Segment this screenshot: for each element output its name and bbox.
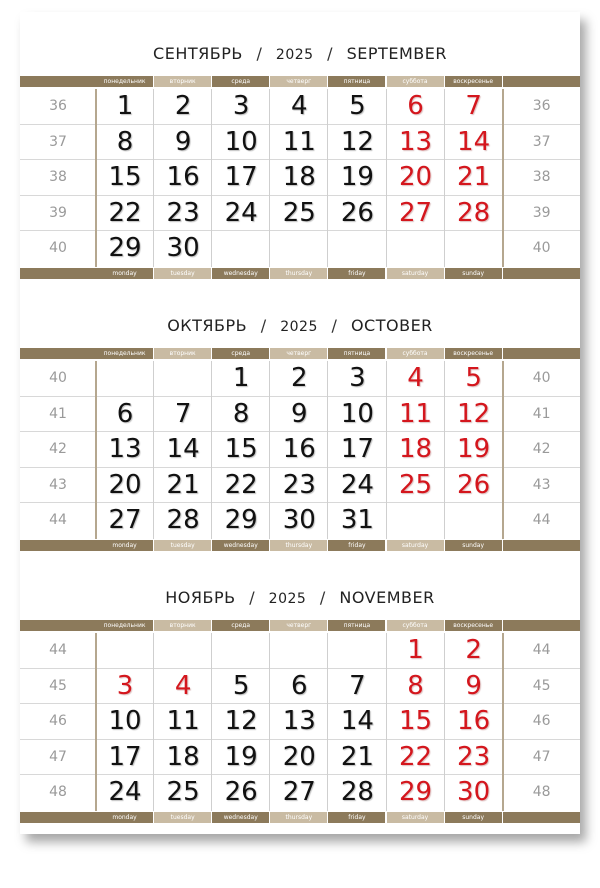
day-cell: 1 bbox=[407, 635, 424, 665]
day-cell: 12 bbox=[457, 398, 491, 429]
day-cell: 29 bbox=[224, 505, 258, 535]
week-number-left: 45 bbox=[49, 677, 67, 694]
day-cell: 18 bbox=[398, 434, 433, 464]
day-cell: 25 bbox=[398, 469, 433, 500]
day-cell: 7 bbox=[465, 91, 482, 121]
day-cell: 30 bbox=[282, 505, 316, 535]
days-grid bbox=[20, 89, 580, 267]
day-cell: 24 bbox=[108, 777, 142, 807]
day-cell: 15 bbox=[398, 706, 433, 736]
month-year: 2025 bbox=[268, 591, 307, 607]
column-divider bbox=[502, 633, 504, 811]
week-number-left: 40 bbox=[49, 240, 67, 256]
week-number-left: 44 bbox=[49, 642, 67, 658]
week-number-right: 48 bbox=[532, 784, 551, 800]
title-separator: / bbox=[249, 588, 256, 607]
month-name-ru: НОЯБРЬ bbox=[165, 588, 236, 607]
weekday-label: пятница bbox=[328, 348, 385, 359]
day-cell: 21 bbox=[340, 741, 374, 772]
weekday-label: thursday bbox=[270, 268, 327, 279]
week-number-right: 45 bbox=[532, 677, 551, 694]
day-cell: 2 bbox=[465, 635, 482, 665]
weekday-header-ru bbox=[20, 348, 580, 359]
week-number-right: 41 bbox=[532, 405, 551, 422]
day-cell: 19 bbox=[457, 434, 491, 464]
day-cell: 18 bbox=[166, 741, 200, 772]
bar-cap-right bbox=[503, 348, 580, 359]
days-grid bbox=[20, 633, 580, 811]
weekday-label: четверг bbox=[270, 76, 327, 87]
column-divider bbox=[95, 633, 97, 811]
month-title bbox=[20, 588, 580, 610]
day-cell: 26 bbox=[340, 197, 374, 228]
day-cell: 8 bbox=[232, 398, 250, 429]
week-row bbox=[20, 468, 580, 504]
weekday-label: вторник bbox=[154, 76, 211, 87]
empty-day-cell bbox=[387, 231, 445, 267]
weekday-label: среда bbox=[212, 348, 269, 359]
bar-cap-right bbox=[503, 76, 580, 87]
week-number-right: 47 bbox=[532, 748, 551, 765]
day-cell: 3 bbox=[232, 91, 250, 121]
week-number-left: 39 bbox=[49, 204, 67, 221]
weekday-label: friday bbox=[328, 268, 385, 279]
day-cell: 13 bbox=[398, 126, 433, 157]
column-divider bbox=[327, 633, 328, 811]
column-divider bbox=[153, 89, 154, 267]
title-separator: / bbox=[256, 44, 263, 63]
day-cell: 8 bbox=[407, 670, 424, 701]
weekday-label: thursday bbox=[270, 540, 327, 551]
month-block-september bbox=[20, 12, 580, 282]
month-name-en: NOVEMBER bbox=[339, 588, 435, 607]
day-cell: 29 bbox=[398, 777, 433, 807]
day-cell: 13 bbox=[108, 434, 142, 464]
day-cell: 20 bbox=[108, 469, 142, 500]
empty-day-cell bbox=[212, 633, 270, 669]
day-cell: 28 bbox=[340, 777, 374, 807]
week-number-right: 39 bbox=[532, 204, 551, 221]
week-number-right: 44 bbox=[532, 512, 551, 528]
day-cell: 3 bbox=[116, 670, 134, 701]
column-divider bbox=[444, 361, 445, 539]
weekday-label: вторник bbox=[154, 620, 211, 631]
empty-day-cell bbox=[212, 231, 270, 267]
weekday-label: tuesday bbox=[154, 812, 211, 823]
week-number-left: 46 bbox=[49, 713, 67, 729]
month-block-november bbox=[20, 556, 580, 826]
day-cell: 24 bbox=[224, 197, 258, 228]
day-cell: 27 bbox=[398, 197, 433, 228]
week-number-right: 44 bbox=[532, 642, 551, 658]
weekday-footer-en bbox=[20, 812, 580, 823]
day-cell: 12 bbox=[340, 126, 374, 157]
week-number-left: 47 bbox=[49, 748, 67, 765]
empty-day-cell bbox=[270, 231, 328, 267]
day-cell: 2 bbox=[291, 363, 308, 393]
column-divider bbox=[211, 89, 212, 267]
week-number-right: 42 bbox=[532, 441, 551, 457]
column-divider bbox=[269, 89, 270, 267]
week-row bbox=[20, 89, 580, 125]
day-cell: 22 bbox=[398, 741, 433, 772]
month-name-en: SEPTEMBER bbox=[346, 44, 447, 63]
weekday-label: monday bbox=[96, 268, 153, 279]
column-divider bbox=[211, 361, 212, 539]
day-cell: 10 bbox=[224, 126, 258, 157]
empty-day-cell bbox=[445, 231, 503, 267]
weekday-label: пятница bbox=[328, 76, 385, 87]
bar-cap-right bbox=[503, 540, 580, 551]
weekday-label: понедельник bbox=[96, 348, 153, 359]
weekday-label: monday bbox=[96, 540, 153, 551]
week-number-right: 46 bbox=[532, 713, 551, 729]
weekday-label: понедельник bbox=[96, 620, 153, 631]
column-divider bbox=[444, 633, 445, 811]
day-cell: 27 bbox=[282, 777, 316, 807]
day-cell: 30 bbox=[457, 777, 491, 807]
weekday-label: saturday bbox=[387, 540, 444, 551]
weekday-header-ru bbox=[20, 620, 580, 631]
column-divider bbox=[386, 633, 387, 811]
bar-cap-right bbox=[503, 812, 580, 823]
week-number-left: 48 bbox=[49, 784, 67, 800]
day-cell: 6 bbox=[407, 91, 424, 121]
column-divider bbox=[327, 89, 328, 267]
bar-cap-left bbox=[20, 76, 96, 87]
column-divider bbox=[327, 361, 328, 539]
day-cell: 9 bbox=[174, 126, 192, 157]
day-cell: 21 bbox=[457, 162, 491, 192]
column-divider bbox=[211, 633, 212, 811]
day-cell: 23 bbox=[166, 197, 200, 228]
month-name-en: OCTOBER bbox=[350, 316, 433, 335]
empty-day-cell bbox=[328, 231, 386, 267]
week-row bbox=[20, 432, 580, 468]
column-divider bbox=[153, 361, 154, 539]
day-cell: 4 bbox=[174, 670, 192, 701]
month-year: 2025 bbox=[280, 319, 318, 335]
weekday-label: воскресенье bbox=[445, 76, 502, 87]
day-cell: 16 bbox=[457, 706, 491, 736]
bar-cap-left bbox=[20, 812, 96, 823]
bar-cap-left bbox=[20, 268, 96, 279]
weekday-label: wednesday bbox=[212, 540, 269, 551]
day-cell: 26 bbox=[224, 777, 258, 807]
day-cell: 5 bbox=[465, 363, 482, 393]
week-number-left: 41 bbox=[49, 405, 67, 422]
week-number-right: 43 bbox=[532, 476, 551, 493]
weekday-label: sunday bbox=[445, 812, 502, 823]
weekday-label: saturday bbox=[387, 812, 444, 823]
day-cell: 21 bbox=[166, 469, 200, 500]
day-cell: 4 bbox=[291, 91, 308, 121]
column-divider bbox=[153, 633, 154, 811]
day-cell: 17 bbox=[108, 741, 142, 772]
column-divider bbox=[386, 361, 387, 539]
week-row bbox=[20, 125, 580, 161]
day-cell: 1 bbox=[232, 363, 250, 393]
weekday-label: четверг bbox=[270, 348, 327, 359]
empty-day-cell bbox=[154, 361, 212, 397]
day-cell: 25 bbox=[282, 197, 316, 228]
weekday-label: суббота bbox=[387, 348, 444, 359]
day-cell: 11 bbox=[282, 126, 316, 157]
day-cell: 3 bbox=[349, 363, 366, 393]
bar-cap-left bbox=[20, 348, 96, 359]
weekday-label: tuesday bbox=[154, 540, 211, 551]
day-cell: 31 bbox=[340, 505, 374, 535]
week-row bbox=[20, 503, 580, 539]
weekday-label: четверг bbox=[270, 620, 327, 631]
week-number-left: 40 bbox=[49, 370, 67, 386]
weekday-label: friday bbox=[328, 812, 385, 823]
weekday-label: sunday bbox=[445, 268, 502, 279]
weekday-label: вторник bbox=[154, 348, 211, 359]
weekday-label: суббота bbox=[387, 620, 444, 631]
week-row bbox=[20, 231, 580, 267]
week-number-left: 37 bbox=[49, 133, 67, 150]
day-cell: 2 bbox=[174, 91, 192, 121]
week-number-left: 44 bbox=[49, 512, 67, 528]
day-cell: 18 bbox=[282, 162, 316, 192]
empty-day-cell bbox=[154, 633, 212, 669]
weekday-footer-en bbox=[20, 268, 580, 279]
day-cell: 15 bbox=[108, 162, 142, 192]
day-cell: 11 bbox=[398, 398, 433, 429]
days-grid bbox=[20, 361, 580, 539]
day-cell: 28 bbox=[457, 197, 491, 228]
weekday-label: среда bbox=[212, 620, 269, 631]
day-cell: 28 bbox=[166, 505, 200, 535]
day-cell: 10 bbox=[108, 706, 142, 736]
day-cell: 7 bbox=[349, 670, 366, 701]
title-separator: / bbox=[319, 588, 326, 607]
day-cell: 17 bbox=[340, 434, 374, 464]
day-cell: 11 bbox=[166, 706, 200, 736]
week-number-right: 40 bbox=[532, 240, 551, 256]
weekday-label: wednesday bbox=[212, 812, 269, 823]
week-number-right: 40 bbox=[532, 370, 551, 386]
week-row bbox=[20, 633, 580, 669]
weekday-label: tuesday bbox=[154, 268, 211, 279]
day-cell: 25 bbox=[166, 777, 200, 807]
week-row bbox=[20, 397, 580, 433]
day-cell: 19 bbox=[340, 162, 374, 192]
month-title bbox=[20, 44, 580, 66]
weekday-label: wednesday bbox=[212, 268, 269, 279]
day-cell: 8 bbox=[116, 126, 134, 157]
column-divider bbox=[95, 361, 97, 539]
title-separator: / bbox=[260, 316, 267, 335]
weekday-label: среда bbox=[212, 76, 269, 87]
day-cell: 7 bbox=[174, 398, 192, 429]
month-name-ru: СЕНТЯБРЬ bbox=[153, 44, 243, 63]
column-divider bbox=[269, 361, 270, 539]
weekday-header-ru bbox=[20, 76, 580, 87]
weekday-label: saturday bbox=[387, 268, 444, 279]
week-number-right: 36 bbox=[532, 98, 551, 114]
day-cell: 5 bbox=[349, 91, 366, 121]
week-row bbox=[20, 196, 580, 232]
weekday-footer-en bbox=[20, 540, 580, 551]
week-number-right: 37 bbox=[532, 133, 551, 150]
empty-day-cell bbox=[387, 503, 445, 539]
weekday-label: понедельник bbox=[96, 76, 153, 87]
month-name-ru: ОКТЯБРЬ bbox=[167, 316, 248, 335]
day-cell: 6 bbox=[291, 670, 308, 701]
day-cell: 16 bbox=[166, 162, 200, 192]
day-cell: 17 bbox=[224, 162, 258, 192]
day-cell: 20 bbox=[282, 741, 316, 772]
column-divider bbox=[95, 89, 97, 267]
weekday-label: thursday bbox=[270, 812, 327, 823]
day-cell: 5 bbox=[232, 670, 250, 701]
empty-day-cell bbox=[270, 633, 328, 669]
empty-day-cell bbox=[445, 503, 503, 539]
day-cell: 26 bbox=[457, 469, 491, 500]
day-cell: 22 bbox=[108, 197, 142, 228]
day-cell: 22 bbox=[224, 469, 258, 500]
bar-cap-left bbox=[20, 620, 96, 631]
day-cell: 29 bbox=[108, 233, 142, 263]
bar-cap-left bbox=[20, 540, 96, 551]
empty-day-cell bbox=[96, 361, 154, 397]
day-cell: 20 bbox=[398, 162, 433, 192]
weekday-label: воскресенье bbox=[445, 620, 502, 631]
day-cell: 14 bbox=[340, 706, 374, 736]
month-block-october bbox=[20, 284, 580, 554]
day-cell: 23 bbox=[457, 741, 491, 772]
column-divider bbox=[502, 361, 504, 539]
bar-cap-right bbox=[503, 620, 580, 631]
day-cell: 9 bbox=[291, 398, 308, 429]
calendar-sheet bbox=[20, 12, 580, 834]
title-separator: / bbox=[327, 44, 334, 63]
day-cell: 6 bbox=[116, 398, 134, 429]
day-cell: 1 bbox=[116, 91, 134, 121]
day-cell: 13 bbox=[282, 706, 316, 736]
day-cell: 16 bbox=[282, 434, 316, 464]
column-divider bbox=[444, 89, 445, 267]
month-year: 2025 bbox=[275, 47, 314, 63]
week-row bbox=[20, 160, 580, 196]
empty-day-cell bbox=[96, 633, 154, 669]
week-row bbox=[20, 704, 580, 740]
weekday-label: monday bbox=[96, 812, 153, 823]
day-cell: 10 bbox=[340, 398, 374, 429]
day-cell: 14 bbox=[457, 126, 491, 157]
weekday-label: friday bbox=[328, 540, 385, 551]
weekday-label: воскресенье bbox=[445, 348, 502, 359]
day-cell: 19 bbox=[224, 741, 258, 772]
week-row bbox=[20, 669, 580, 705]
day-cell: 15 bbox=[224, 434, 258, 464]
column-divider bbox=[269, 633, 270, 811]
title-separator: / bbox=[331, 316, 338, 335]
week-number-left: 38 bbox=[49, 169, 67, 185]
week-number-right: 38 bbox=[532, 169, 551, 185]
day-cell: 24 bbox=[340, 469, 374, 500]
day-cell: 12 bbox=[224, 706, 258, 736]
week-row bbox=[20, 775, 580, 811]
week-number-left: 42 bbox=[49, 441, 67, 457]
weekday-label: суббота bbox=[387, 76, 444, 87]
week-row bbox=[20, 740, 580, 776]
bar-cap-right bbox=[503, 268, 580, 279]
column-divider bbox=[386, 89, 387, 267]
week-number-left: 36 bbox=[49, 98, 67, 114]
week-row bbox=[20, 361, 580, 397]
day-cell: 4 bbox=[407, 363, 424, 393]
empty-day-cell bbox=[328, 633, 386, 669]
week-number-left: 43 bbox=[49, 476, 67, 493]
weekday-label: пятница bbox=[328, 620, 385, 631]
day-cell: 14 bbox=[166, 434, 200, 464]
day-cell: 9 bbox=[465, 670, 482, 701]
day-cell: 23 bbox=[282, 469, 316, 500]
column-divider bbox=[502, 89, 504, 267]
month-title bbox=[20, 316, 580, 338]
day-cell: 27 bbox=[108, 505, 142, 535]
day-cell: 30 bbox=[166, 233, 200, 263]
weekday-label: sunday bbox=[445, 540, 502, 551]
